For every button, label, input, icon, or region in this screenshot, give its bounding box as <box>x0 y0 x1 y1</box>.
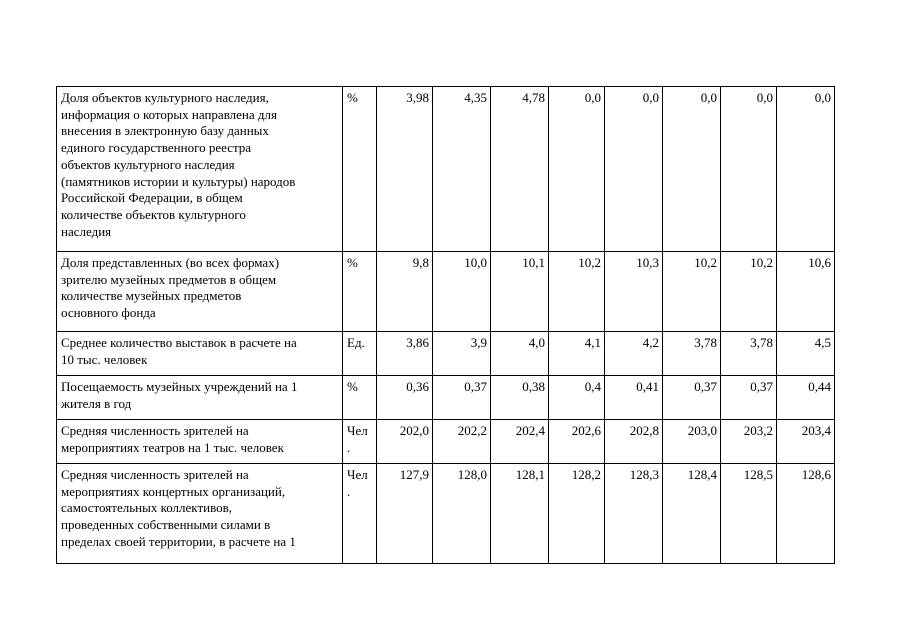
indicator-value: 4,5 <box>777 332 835 376</box>
indicators-table <box>56 86 835 564</box>
indicator-value: 0,0 <box>605 87 663 252</box>
indicator-value: 10,6 <box>777 252 835 332</box>
indicator-unit: Ед. <box>343 332 377 376</box>
table-row <box>57 376 835 420</box>
indicator-value: 128,4 <box>663 464 721 564</box>
indicator-value: 3,86 <box>377 332 433 376</box>
indicator-value: 10,2 <box>721 252 777 332</box>
indicator-value: 202,6 <box>549 420 605 464</box>
indicator-value: 10,3 <box>605 252 663 332</box>
indicator-value: 4,2 <box>605 332 663 376</box>
indicator-value: 203,4 <box>777 420 835 464</box>
indicator-value: 128,3 <box>605 464 663 564</box>
indicator-value: 3,98 <box>377 87 433 252</box>
indicator-name: Средняя численность зрителей на мероприятиях концертных организаций, самостоятельных коллективов, проведенных собственными силами в пределах своей территории, в расчете на 1 <box>57 464 343 564</box>
indicator-value: 10,0 <box>433 252 491 332</box>
indicator-value: 128,1 <box>491 464 549 564</box>
indicator-value: 0,37 <box>663 376 721 420</box>
indicator-value: 0,44 <box>777 376 835 420</box>
indicator-unit: % <box>343 376 377 420</box>
indicator-value: 128,2 <box>549 464 605 564</box>
indicator-value: 0,0 <box>777 87 835 252</box>
indicator-unit: Чел . <box>343 420 377 464</box>
indicator-value: 3,78 <box>663 332 721 376</box>
indicator-value: 10,1 <box>491 252 549 332</box>
indicator-value: 3,9 <box>433 332 491 376</box>
indicator-value: 203,2 <box>721 420 777 464</box>
indicator-value: 0,37 <box>433 376 491 420</box>
table-row <box>57 420 835 464</box>
table-row <box>57 87 835 252</box>
indicator-value: 202,8 <box>605 420 663 464</box>
indicator-value: 0,37 <box>721 376 777 420</box>
indicator-name: Доля объектов культурного наследия, информация о которых направлена для внесения в электронную базу данных единого государственного реестра объектов культурного наследия (памятников истории и культуры) народов Российской Федерации, в общем количестве объектов культурного наследия <box>57 87 343 252</box>
indicator-value: 128,6 <box>777 464 835 564</box>
indicator-value: 0,4 <box>549 376 605 420</box>
indicator-value: 0,41 <box>605 376 663 420</box>
indicator-value: 9,8 <box>377 252 433 332</box>
indicator-value: 4,0 <box>491 332 549 376</box>
indicator-value: 0,0 <box>663 87 721 252</box>
indicator-value: 202,4 <box>491 420 549 464</box>
indicator-name: Посещаемость музейных учреждений на 1 жителя в год <box>57 376 343 420</box>
indicator-value: 203,0 <box>663 420 721 464</box>
indicator-value: 128,0 <box>433 464 491 564</box>
indicator-value: 4,78 <box>491 87 549 252</box>
indicator-value: 0,0 <box>721 87 777 252</box>
table-row <box>57 464 835 564</box>
indicator-value: 10,2 <box>549 252 605 332</box>
indicator-value: 4,1 <box>549 332 605 376</box>
indicator-value: 202,0 <box>377 420 433 464</box>
indicator-unit: % <box>343 87 377 252</box>
indicator-value: 3,78 <box>721 332 777 376</box>
indicator-unit: Чел . <box>343 464 377 564</box>
indicator-value: 4,35 <box>433 87 491 252</box>
indicator-value: 10,2 <box>663 252 721 332</box>
indicator-value: 202,2 <box>433 420 491 464</box>
table-row <box>57 252 835 332</box>
indicator-name: Доля представленных (во всех формах) зрителю музейных предметов в общем количестве музейных предметов основного фонда <box>57 252 343 332</box>
indicator-value: 127,9 <box>377 464 433 564</box>
indicator-unit: % <box>343 252 377 332</box>
indicator-value: 128,5 <box>721 464 777 564</box>
indicator-value: 0,38 <box>491 376 549 420</box>
indicator-name: Среднее количество выставок в расчете на 10 тыс. человек <box>57 332 343 376</box>
indicator-value: 0,36 <box>377 376 433 420</box>
table-row <box>57 332 835 376</box>
indicator-value: 0,0 <box>549 87 605 252</box>
indicator-name: Средняя численность зрителей на мероприятиях театров на 1 тыс. человек <box>57 420 343 464</box>
